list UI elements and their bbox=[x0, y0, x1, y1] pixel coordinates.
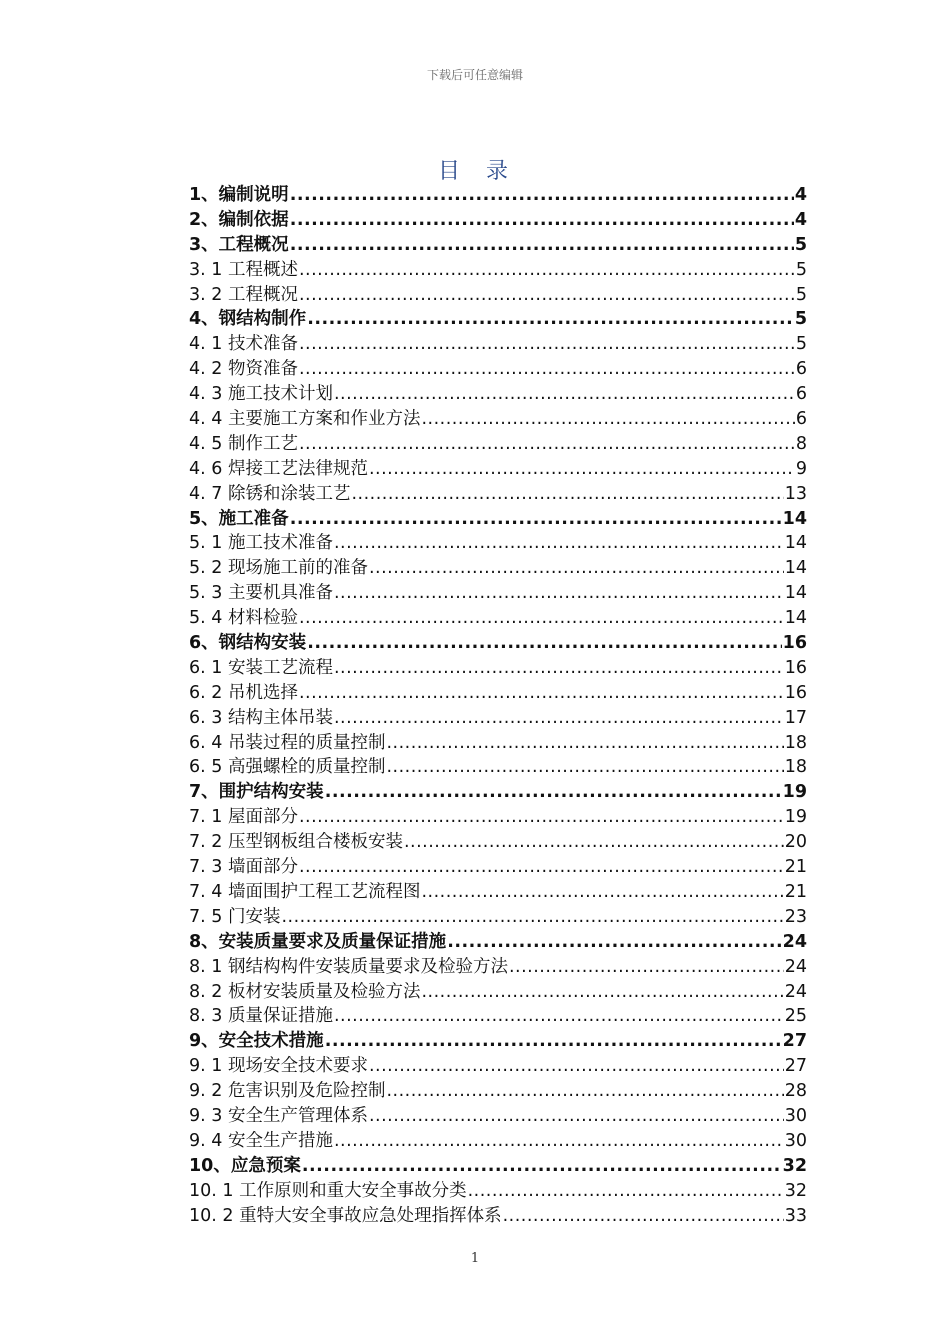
toc-entry-title: 8. 3 质量保证措施 bbox=[189, 1006, 333, 1027]
toc-dot-leader bbox=[334, 382, 795, 407]
toc-dot-leader bbox=[299, 805, 784, 830]
toc-section-entry[interactable] bbox=[189, 880, 807, 905]
toc-dot-leader bbox=[325, 780, 782, 805]
toc-entry-page: 5 bbox=[794, 309, 807, 330]
toc-section-entry[interactable] bbox=[189, 731, 807, 756]
toc-dot-leader bbox=[386, 731, 783, 756]
toc-section-entry[interactable] bbox=[189, 457, 807, 482]
toc-dot-leader bbox=[325, 1029, 782, 1054]
toc-entry-title: 4. 2 物资准备 bbox=[189, 359, 298, 380]
toc-title-char-2: 录 bbox=[486, 159, 513, 184]
toc-entry-title: 10. 2 重特大安全事故应急处理指挥体系 bbox=[189, 1205, 502, 1226]
toc-dot-leader bbox=[421, 880, 783, 905]
toc-section-entry[interactable] bbox=[189, 1104, 807, 1129]
toc-dot-leader bbox=[299, 855, 784, 880]
toc-entry-title: 9、安全技术措施 bbox=[189, 1031, 324, 1052]
toc-section-entry[interactable] bbox=[189, 258, 807, 283]
toc-entry-page: 21 bbox=[784, 881, 807, 902]
toc-entry-title: 4. 3 施工技术计划 bbox=[189, 384, 333, 405]
toc-dot-leader bbox=[351, 482, 783, 507]
toc-entry-page: 14 bbox=[784, 583, 807, 604]
toc-dot-leader bbox=[299, 258, 795, 283]
toc-entry-title: 7. 5 门安装 bbox=[189, 906, 281, 927]
toc-entry-title: 5、施工准备 bbox=[189, 508, 289, 529]
toc-dot-leader bbox=[290, 208, 794, 233]
toc-entry-title: 4. 4 主要施工方案和作业方法 bbox=[189, 409, 421, 430]
toc-section-entry[interactable] bbox=[189, 1129, 807, 1154]
toc-entry-page: 6 bbox=[795, 359, 807, 380]
toc-entry-page: 9 bbox=[795, 458, 807, 479]
toc-entry-title: 9. 1 现场安全技术要求 bbox=[189, 1056, 368, 1077]
toc-dot-leader bbox=[334, 706, 784, 731]
toc-section-entry[interactable] bbox=[189, 905, 807, 930]
toc-entry-page: 27 bbox=[782, 1031, 807, 1052]
toc-dot-leader bbox=[299, 606, 784, 631]
toc-entry-title: 9. 3 安全生产管理体系 bbox=[189, 1105, 368, 1126]
toc-entry-page: 33 bbox=[784, 1205, 807, 1226]
toc-entry-page: 6 bbox=[795, 409, 807, 430]
toc-entry-page: 32 bbox=[784, 1180, 807, 1201]
toc-dot-leader bbox=[334, 1129, 784, 1154]
toc-section-entry[interactable] bbox=[189, 706, 807, 731]
toc-section-entry[interactable] bbox=[189, 407, 807, 432]
toc-section-entry[interactable] bbox=[189, 805, 807, 830]
toc-chapter-entry[interactable] bbox=[189, 183, 807, 208]
toc-dot-leader bbox=[369, 1054, 784, 1079]
toc-section-entry[interactable] bbox=[189, 482, 807, 507]
toc-section-entry[interactable] bbox=[189, 357, 807, 382]
toc-entry-page: 5 bbox=[795, 259, 807, 280]
toc-entry-page: 13 bbox=[784, 483, 807, 504]
toc-dot-leader bbox=[307, 631, 781, 656]
toc-title-char-1: 目 bbox=[437, 159, 464, 184]
toc-dot-leader bbox=[299, 283, 795, 308]
toc-section-entry[interactable] bbox=[189, 855, 807, 880]
toc-section-entry[interactable] bbox=[189, 432, 807, 457]
toc-entry-page: 6 bbox=[795, 384, 807, 405]
toc-chapter-entry[interactable] bbox=[189, 780, 807, 805]
toc-section-entry[interactable] bbox=[189, 755, 807, 780]
toc-dot-leader bbox=[369, 556, 784, 581]
toc-entry-page: 32 bbox=[782, 1155, 807, 1176]
toc-section-entry[interactable] bbox=[189, 1079, 807, 1104]
toc-dot-leader bbox=[290, 233, 794, 258]
toc-section-entry[interactable] bbox=[189, 980, 807, 1005]
toc-section-entry[interactable] bbox=[189, 606, 807, 631]
toc-entry-title: 6. 4 吊装过程的质量控制 bbox=[189, 732, 386, 753]
toc-section-entry[interactable] bbox=[189, 1204, 807, 1229]
toc-entry-page: 30 bbox=[784, 1130, 807, 1151]
toc-dot-leader bbox=[334, 1004, 784, 1029]
toc-entry-page: 18 bbox=[784, 757, 807, 778]
toc-entry-page: 27 bbox=[784, 1056, 807, 1077]
toc-entry-page: 21 bbox=[784, 857, 807, 878]
toc-entry-title: 8. 2 板材安装质量及检验方法 bbox=[189, 981, 421, 1002]
toc-title bbox=[0, 154, 950, 185]
toc-entry-title: 4. 7 除锈和涂装工艺 bbox=[189, 483, 351, 504]
toc-dot-leader bbox=[334, 531, 784, 556]
toc-section-entry[interactable] bbox=[189, 1054, 807, 1079]
toc-entry-title: 6. 3 结构主体吊装 bbox=[189, 707, 333, 728]
toc-dot-leader bbox=[290, 183, 794, 208]
toc-dot-leader bbox=[421, 407, 794, 432]
toc-entry-title: 2、编制依据 bbox=[189, 209, 289, 230]
toc-entry-title: 5. 2 现场施工前的准备 bbox=[189, 558, 368, 579]
toc-entry-page: 18 bbox=[784, 732, 807, 753]
toc-section-entry[interactable] bbox=[189, 681, 807, 706]
toc-entry-title: 3、工程概况 bbox=[189, 234, 289, 255]
toc-chapter-entry[interactable] bbox=[189, 930, 807, 955]
toc-dot-leader bbox=[503, 1204, 784, 1229]
toc-entry-page: 17 bbox=[784, 707, 807, 728]
toc-entry-title: 4. 1 技术准备 bbox=[189, 334, 298, 355]
page-number: 1 bbox=[470, 1251, 480, 1266]
toc-entry-title: 10、应急预案 bbox=[189, 1155, 301, 1176]
toc-section-entry[interactable] bbox=[189, 556, 807, 581]
toc-entry-title: 5. 3 主要机具准备 bbox=[189, 583, 333, 604]
toc-entry-page: 5 bbox=[794, 234, 807, 255]
toc-entry-page: 5 bbox=[795, 284, 807, 305]
toc-entry-title: 5. 1 施工技术准备 bbox=[189, 533, 333, 554]
toc-section-entry[interactable] bbox=[189, 830, 807, 855]
toc-section-entry[interactable] bbox=[189, 1179, 807, 1204]
toc-dot-leader bbox=[509, 955, 784, 980]
toc-section-entry[interactable] bbox=[189, 382, 807, 407]
toc-entry-page: 4 bbox=[794, 209, 807, 230]
toc-section-entry[interactable] bbox=[189, 955, 807, 980]
toc-entry-title: 7. 1 屋面部分 bbox=[189, 807, 298, 828]
toc-section-entry[interactable] bbox=[189, 283, 807, 308]
toc-section-entry[interactable] bbox=[189, 656, 807, 681]
toc-entry-title: 6. 1 安装工艺流程 bbox=[189, 657, 333, 678]
toc-entry-page: 4 bbox=[794, 185, 807, 205]
toc-entry-title: 1、编制说明 bbox=[189, 185, 289, 205]
toc-entry-page: 28 bbox=[784, 1081, 807, 1102]
toc-entry-page: 23 bbox=[784, 906, 807, 927]
toc-dot-leader bbox=[299, 681, 784, 706]
toc-entry-title: 6、钢结构安装 bbox=[189, 633, 307, 654]
toc-entry-title: 5. 4 材料检验 bbox=[189, 608, 298, 629]
toc-entry-page: 24 bbox=[784, 981, 807, 1002]
table-of-contents bbox=[189, 183, 807, 1228]
toc-entry-page: 14 bbox=[782, 508, 807, 529]
toc-entry-title: 9. 4 安全生产措施 bbox=[189, 1130, 333, 1151]
toc-entry-title: 7. 2 压型钢板组合楼板安装 bbox=[189, 832, 403, 853]
toc-dot-leader bbox=[404, 830, 784, 855]
toc-entry-page: 19 bbox=[784, 807, 807, 828]
toc-dot-leader bbox=[369, 457, 795, 482]
toc-entry-page: 14 bbox=[784, 533, 807, 554]
toc-entry-page: 20 bbox=[784, 832, 807, 853]
toc-entry-title: 8、安装质量要求及质量保证措施 bbox=[189, 931, 447, 952]
toc-entry-title: 8. 1 钢结构构件安装质量要求及检验方法 bbox=[189, 956, 508, 977]
toc-entry-title: 6. 5 高强螺栓的质量控制 bbox=[189, 757, 386, 778]
toc-dot-leader bbox=[299, 432, 795, 457]
toc-dot-leader bbox=[299, 332, 795, 357]
toc-entry-page: 24 bbox=[782, 931, 807, 952]
toc-entry-title: 6. 2 吊机选择 bbox=[189, 682, 298, 703]
toc-dot-leader bbox=[290, 507, 782, 532]
toc-dot-leader bbox=[421, 980, 783, 1005]
toc-section-entry[interactable] bbox=[189, 581, 807, 606]
toc-chapter-entry[interactable] bbox=[189, 233, 807, 258]
toc-entry-page: 24 bbox=[784, 956, 807, 977]
toc-dot-leader bbox=[302, 1154, 782, 1179]
toc-section-entry[interactable] bbox=[189, 332, 807, 357]
toc-entry-title: 4. 5 制作工艺 bbox=[189, 433, 298, 454]
toc-entry-page: 8 bbox=[795, 433, 807, 454]
toc-dot-leader bbox=[386, 755, 783, 780]
toc-dot-leader bbox=[307, 307, 794, 332]
toc-entry-page: 30 bbox=[784, 1105, 807, 1126]
toc-entry-title: 3. 1 工程概述 bbox=[189, 259, 298, 280]
toc-entry-title: 10. 1 工作原则和重大安全事故分类 bbox=[189, 1180, 467, 1201]
toc-entry-title: 7、围护结构安装 bbox=[189, 782, 324, 803]
toc-dot-leader bbox=[386, 1079, 783, 1104]
toc-entry-page: 16 bbox=[784, 657, 807, 678]
toc-chapter-entry[interactable] bbox=[189, 208, 807, 233]
toc-entry-title: 9. 2 危害识别及危险控制 bbox=[189, 1081, 386, 1102]
toc-section-entry[interactable] bbox=[189, 1004, 807, 1029]
toc-dot-leader bbox=[334, 656, 784, 681]
toc-chapter-entry[interactable] bbox=[189, 1029, 807, 1054]
toc-entry-title: 7. 4 墙面围护工程工艺流程图 bbox=[189, 881, 421, 902]
toc-dot-leader bbox=[281, 905, 783, 930]
toc-dot-leader bbox=[447, 930, 781, 955]
toc-entry-page: 14 bbox=[784, 608, 807, 629]
toc-entry-page: 25 bbox=[784, 1006, 807, 1027]
toc-chapter-entry[interactable] bbox=[189, 1154, 807, 1179]
header-note: 下载后可任意编辑 bbox=[426, 68, 523, 82]
toc-entry-title: 7. 3 墙面部分 bbox=[189, 857, 298, 878]
toc-entry-page: 16 bbox=[784, 682, 807, 703]
toc-dot-leader bbox=[369, 1104, 784, 1129]
toc-entry-page: 16 bbox=[782, 633, 807, 654]
toc-entry-title: 4、钢结构制作 bbox=[189, 309, 307, 330]
toc-dot-leader bbox=[299, 357, 795, 382]
toc-dot-leader bbox=[468, 1179, 784, 1204]
toc-entry-page: 19 bbox=[782, 782, 807, 803]
toc-entry-page: 14 bbox=[784, 558, 807, 579]
toc-entry-title: 3. 2 工程概况 bbox=[189, 284, 298, 305]
toc-entry-title: 4. 6 焊接工艺法律规范 bbox=[189, 458, 368, 479]
toc-entry-page: 5 bbox=[795, 334, 807, 355]
toc-dot-leader bbox=[334, 581, 784, 606]
toc-chapter-entry[interactable] bbox=[189, 307, 807, 332]
toc-chapter-entry[interactable] bbox=[189, 631, 807, 656]
toc-chapter-entry[interactable] bbox=[189, 507, 807, 532]
toc-section-entry[interactable] bbox=[189, 531, 807, 556]
